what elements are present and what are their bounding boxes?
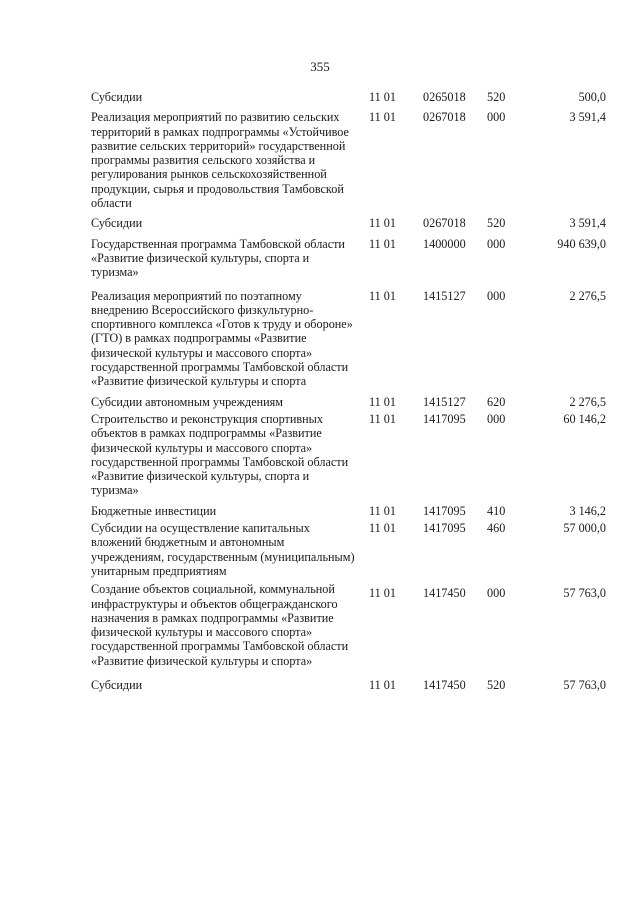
- row-section: 11 01: [369, 394, 396, 409]
- row-section: 11 01: [369, 411, 396, 426]
- row-section: 11 01: [369, 90, 396, 104]
- row-type: 000: [487, 288, 506, 303]
- row-article: 1400000: [423, 236, 466, 251]
- row-type: 000: [487, 110, 506, 125]
- row-section: 11 01: [369, 110, 396, 125]
- row-section: 11 01: [369, 288, 396, 303]
- row-section: 11 01: [369, 586, 396, 601]
- row-name: Субсидии автономным учреждениям: [91, 394, 283, 409]
- row-article: 1415127: [423, 394, 466, 409]
- row-amount: 57 000,0: [563, 521, 606, 536]
- row-name: Субсидии: [91, 216, 143, 231]
- row-type: 410: [487, 503, 506, 518]
- table-row: [91, 521, 606, 578]
- row-amount: 57 763,0: [563, 586, 606, 601]
- table-row: [91, 678, 606, 692]
- row-article: 0267018: [423, 110, 466, 125]
- row-article: 1415127: [423, 288, 466, 303]
- row-amount: 3 146,2: [569, 503, 606, 518]
- table-row: [91, 289, 606, 389]
- table-row: [91, 90, 606, 104]
- row-name: Субсидии на осуществление капитальных вложений бюджетным и автономным учреждениям, государственным (муниципальным) унитарным предприятиям: [91, 521, 355, 578]
- row-amount: 3 591,4: [569, 110, 606, 125]
- row-type: 460: [487, 521, 506, 536]
- row-article: 0265018: [423, 90, 466, 104]
- row-type: 000: [487, 411, 506, 426]
- row-amount: 2 276,5: [569, 394, 606, 409]
- row-amount: 3 591,4: [569, 216, 606, 231]
- table-row: [91, 412, 606, 498]
- table-row: [91, 216, 606, 230]
- row-section: 11 01: [369, 216, 396, 231]
- row-article: 0267018: [423, 216, 466, 231]
- row-type: 620: [487, 394, 506, 409]
- table-row: [91, 237, 606, 280]
- row-amount: 57 763,0: [563, 677, 606, 692]
- row-type: 520: [487, 677, 506, 692]
- row-type: 520: [487, 216, 506, 231]
- row-type: 520: [487, 90, 506, 104]
- row-type: 000: [487, 236, 506, 251]
- row-name: Реализация мероприятий по развитию сельских территорий в рамках подпрограммы «Устойчивое развитие сельских территорий» государственной программы развития сельского хозяйства и регулирования рынков сельскохозяйственной продукции, сырья и продовольствия Тамбовской области: [91, 110, 349, 211]
- row-article: 1417095: [423, 411, 466, 426]
- row-article: 1417450: [423, 677, 466, 692]
- row-name: Строительство и реконструкция спортивных объектов в рамках подпрограммы «Развитие физической культуры и массового спорта» государственной программы Тамбовской области «Развитие физической культуры, спорта и туризма»: [91, 411, 349, 498]
- row-amount: 500,0: [578, 90, 606, 104]
- row-name: Бюджетные инвестиции: [91, 503, 217, 518]
- budget-table: [91, 90, 606, 692]
- row-amount: 2 276,5: [569, 288, 606, 303]
- row-amount: 60 146,2: [563, 411, 606, 426]
- row-type: 000: [487, 586, 506, 601]
- page-number: 355: [310, 59, 330, 74]
- row-name: Субсидии: [91, 677, 143, 692]
- row-section: 11 01: [369, 521, 396, 536]
- row-name: Создание объектов социальной, коммунальной инфраструктуры и объектов общегражданского назначения в рамках подпрограммы «Развитие физической культуры и массового спорта» государственной программы Тамбовской области «Развитие физической культуры и спорта»: [91, 582, 349, 668]
- row-name: Субсидии: [91, 90, 143, 104]
- table-row: [91, 582, 606, 668]
- table-row: [91, 110, 606, 210]
- table-row: [91, 504, 606, 518]
- row-article: 1417450: [423, 586, 466, 601]
- row-name: Государственная программа Тамбовской области «Развитие физической культуры, спорта и туризма»: [91, 236, 345, 280]
- row-article: 1417095: [423, 503, 466, 518]
- row-section: 11 01: [369, 677, 396, 692]
- row-amount: 940 639,0: [557, 236, 606, 251]
- row-name: Реализация мероприятий по поэтапному внедрению Всероссийского физкультурно-спортивного комплекса «Готов к труду и обороне» (ГТО) в рамках подпрограммы «Развитие физической культуры и массового спорта» государственной программы Тамбовской области «Развитие физической культуры и спорта: [91, 288, 353, 389]
- row-section: 11 01: [369, 236, 396, 251]
- table-row: [91, 395, 606, 409]
- row-article: 1417095: [423, 521, 466, 536]
- row-section: 11 01: [369, 503, 396, 518]
